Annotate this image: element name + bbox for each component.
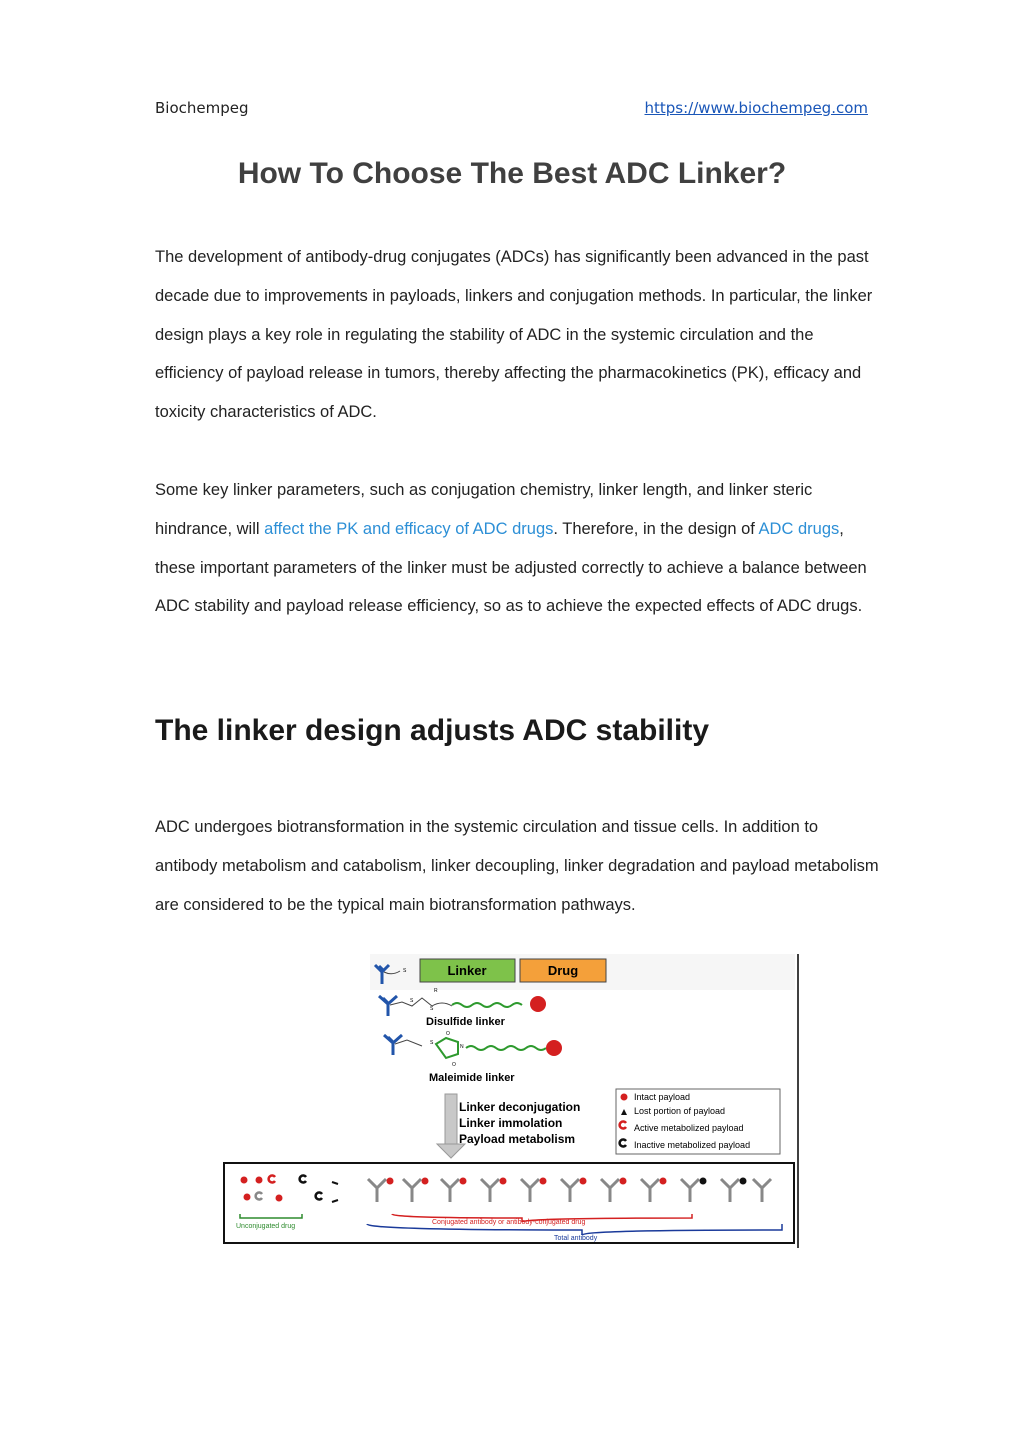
legend-active-metabolized: Active metabolized payload	[634, 1123, 744, 1133]
section-heading: The linker design adjusts ADC stability	[155, 714, 710, 747]
legend-lost-portion: Lost portion of payload	[634, 1106, 726, 1116]
total-antibody-label: Total antibody	[554, 1235, 598, 1242]
atom-s: S	[410, 998, 414, 1004]
para2-text-3: , these important parameters of the linker must be adjusted correctly to achieve a balance between ADC stability and payload release efficiency, so as to achieve the expected effects of ADC drugs.	[155, 519, 867, 616]
figure-svg	[222, 952, 800, 1250]
payload-icon	[500, 1178, 507, 1185]
maleimide-linker-label: Maleimide linker	[429, 1072, 515, 1084]
pk-efficacy-link[interactable]: affect the PK and efficacy of ADC drugs	[264, 519, 554, 538]
atom-s: S	[430, 1006, 434, 1012]
legend-intact-payload: Intact payload	[634, 1092, 691, 1102]
atom-r: R	[434, 988, 438, 994]
atom-n: N	[460, 1044, 464, 1050]
step-payload-metabolism: Payload metabolism	[459, 1132, 576, 1146]
antibody-icon	[379, 996, 397, 1016]
adc-linker-figure	[222, 952, 800, 1250]
atom-o: O	[452, 1062, 456, 1068]
disulfide-linker-label: Disulfide linker	[426, 1016, 505, 1028]
payload-icon	[740, 1178, 747, 1185]
biotransformation-paragraph: ADC undergoes biotransformation in the systemic circulation and tissue cells. In addition to antibody metabolism and catabolism, linker decoupling, linker degradation and payload metabolism are considered to be the typical main biotransformation pathways.	[155, 818, 879, 914]
payload-icon	[620, 1178, 627, 1185]
step-linker-deconjugation: Linker deconjugation	[459, 1100, 581, 1114]
intro-paragraph: The development of antibody-drug conjugates (ADCs) has significantly been advanced in the past decade due to improvements in payloads, linkers and conjugation methods. In particular, the linker design plays a key role in regulating the stability of ADC in the systemic circulation and the efficiency of payload release in tumors, thereby affecting the pharmacokinetics (PK), efficacy and toxicity characteristics of ADC.	[155, 248, 873, 422]
page-title: How To Choose The Best ADC Linker?	[237, 157, 787, 190]
atom-s: S	[430, 1040, 434, 1046]
adc-drugs-link[interactable]: ADC drugs	[758, 519, 840, 538]
payload-icon	[546, 1040, 562, 1056]
payload-icon	[580, 1178, 587, 1185]
linker-parameters-paragraph	[155, 471, 880, 626]
unconjugated-drug-label: Unconjugated drug	[236, 1223, 296, 1230]
drug-box-label: Drug	[547, 963, 579, 978]
conjugated-antibody-label: Conjugated antibody or antibody-conjugated drug	[432, 1219, 586, 1226]
payload-icon	[460, 1178, 467, 1185]
atom-o: O	[446, 1031, 450, 1037]
site-url-link[interactable]: https://www.biochempeg.com	[644, 99, 868, 117]
linker-box-label: Linker	[447, 963, 487, 978]
antibody-icon	[384, 1035, 402, 1055]
step-linker-immolation: Linker immolation	[459, 1116, 563, 1130]
payload-icon	[387, 1178, 394, 1185]
legend-inactive-metabolized: Inactive metabolized payload	[634, 1140, 751, 1150]
payload-icon	[422, 1178, 429, 1185]
payload-icon	[660, 1178, 667, 1185]
payload-icon	[540, 1178, 547, 1185]
payload-icon	[530, 996, 546, 1012]
atom-s: S	[403, 968, 407, 974]
payload-icon	[700, 1178, 707, 1185]
para2-text-1: Some key linker parameters, such as conjugation chemistry, linker length, and linker steric hindrance, will	[155, 481, 813, 538]
site-name: Biochempeg	[155, 99, 249, 117]
para2-text-2: . Therefore, in the design of	[553, 519, 759, 538]
